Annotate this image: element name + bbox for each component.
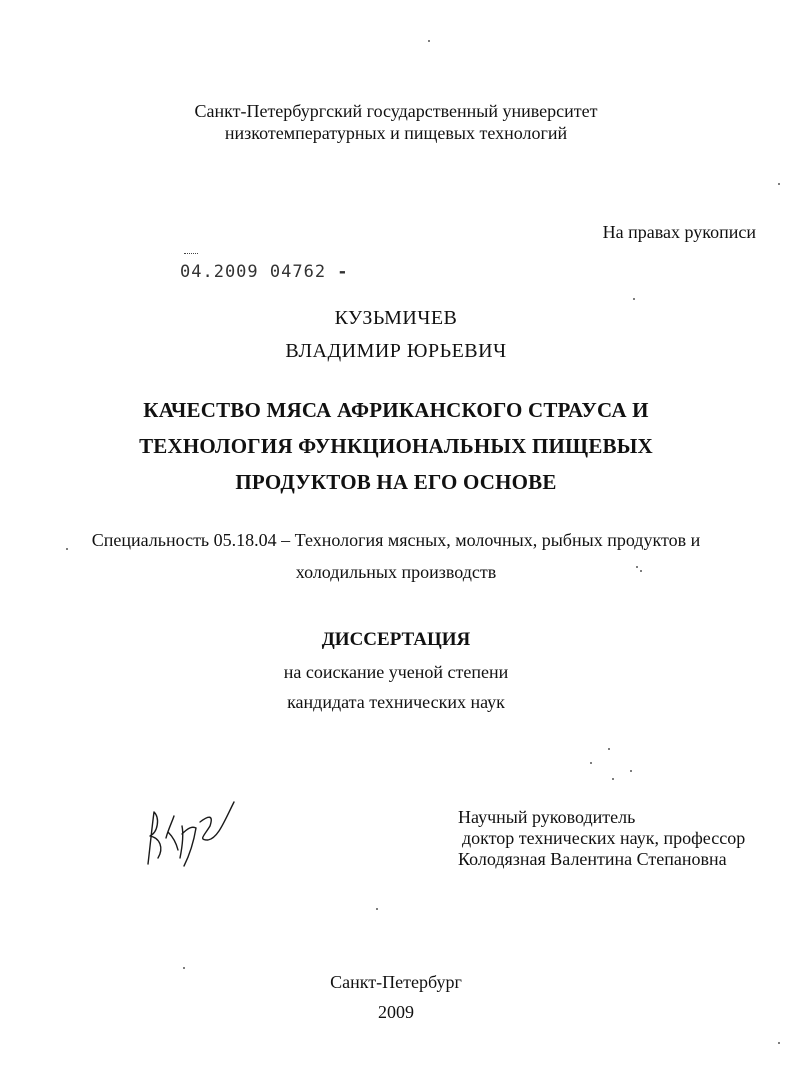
university-name-line2: низкотемпературных и пищевых технологий: [224, 123, 568, 143]
stamp-dash-mark: -: [326, 262, 349, 282]
scan-speck: [428, 40, 430, 42]
year: 2009: [378, 1002, 414, 1022]
scan-speck: [630, 770, 632, 772]
dissertation-title: [0, 392, 792, 500]
supervisor-label: Научный руководитель: [458, 807, 636, 827]
title-line-3: ПРОДУКТОВ НА ЕГО ОСНОВЕ: [235, 470, 557, 494]
scan-speck: [636, 566, 638, 568]
supervisor-name: Колодязная Валентина Степановна: [458, 849, 727, 869]
scan-speck: [633, 298, 635, 300]
supervisor-title: доктор технических наук, профессор: [462, 828, 746, 848]
manuscript-rights-note: На правах рукописи: [602, 222, 756, 242]
document-type: ДИССЕРТАЦИЯ: [321, 629, 471, 650]
stamp-dot-mark: [184, 253, 198, 254]
university-name-line1: Санкт-Петербургский государственный университет: [194, 101, 598, 121]
title-line-1: КАЧЕСТВО МЯСА АФРИКАНСКОГО СТРАУСА И: [143, 398, 649, 422]
scan-speck: [778, 1042, 780, 1044]
handwritten-signature: [138, 792, 243, 872]
author-surname: КУЗЬМИЧЕВ: [334, 307, 458, 329]
author-name: ВЛАДИМИР ЮРЬЕВИЧ: [285, 340, 507, 362]
specialty-line1: Специальность 05.18.04 – Технология мясных, молочных, рыбных продуктов и: [91, 530, 701, 550]
registration-number: 04.2009 04762: [180, 262, 327, 282]
specialty-line2: холодильных производств: [295, 562, 497, 582]
scan-speck: [590, 762, 592, 764]
scan-speck: [608, 748, 610, 750]
registration-number-stamp: [180, 262, 349, 282]
scan-speck: [778, 183, 780, 185]
scan-speck: [66, 548, 68, 550]
degree-line2: кандидата технических наук: [287, 692, 505, 712]
scan-speck: [376, 908, 378, 910]
city: Санкт-Петербург: [330, 972, 462, 992]
scan-speck: [640, 570, 642, 572]
scan-speck: [183, 967, 185, 969]
degree-line1: на соискание ученой степени: [283, 662, 509, 682]
title-line-2: ТЕХНОЛОГИЯ ФУНКЦИОНАЛЬНЫХ ПИЩЕВЫХ: [139, 434, 653, 458]
scan-speck: [612, 778, 614, 780]
signature-stroke: [148, 802, 234, 866]
